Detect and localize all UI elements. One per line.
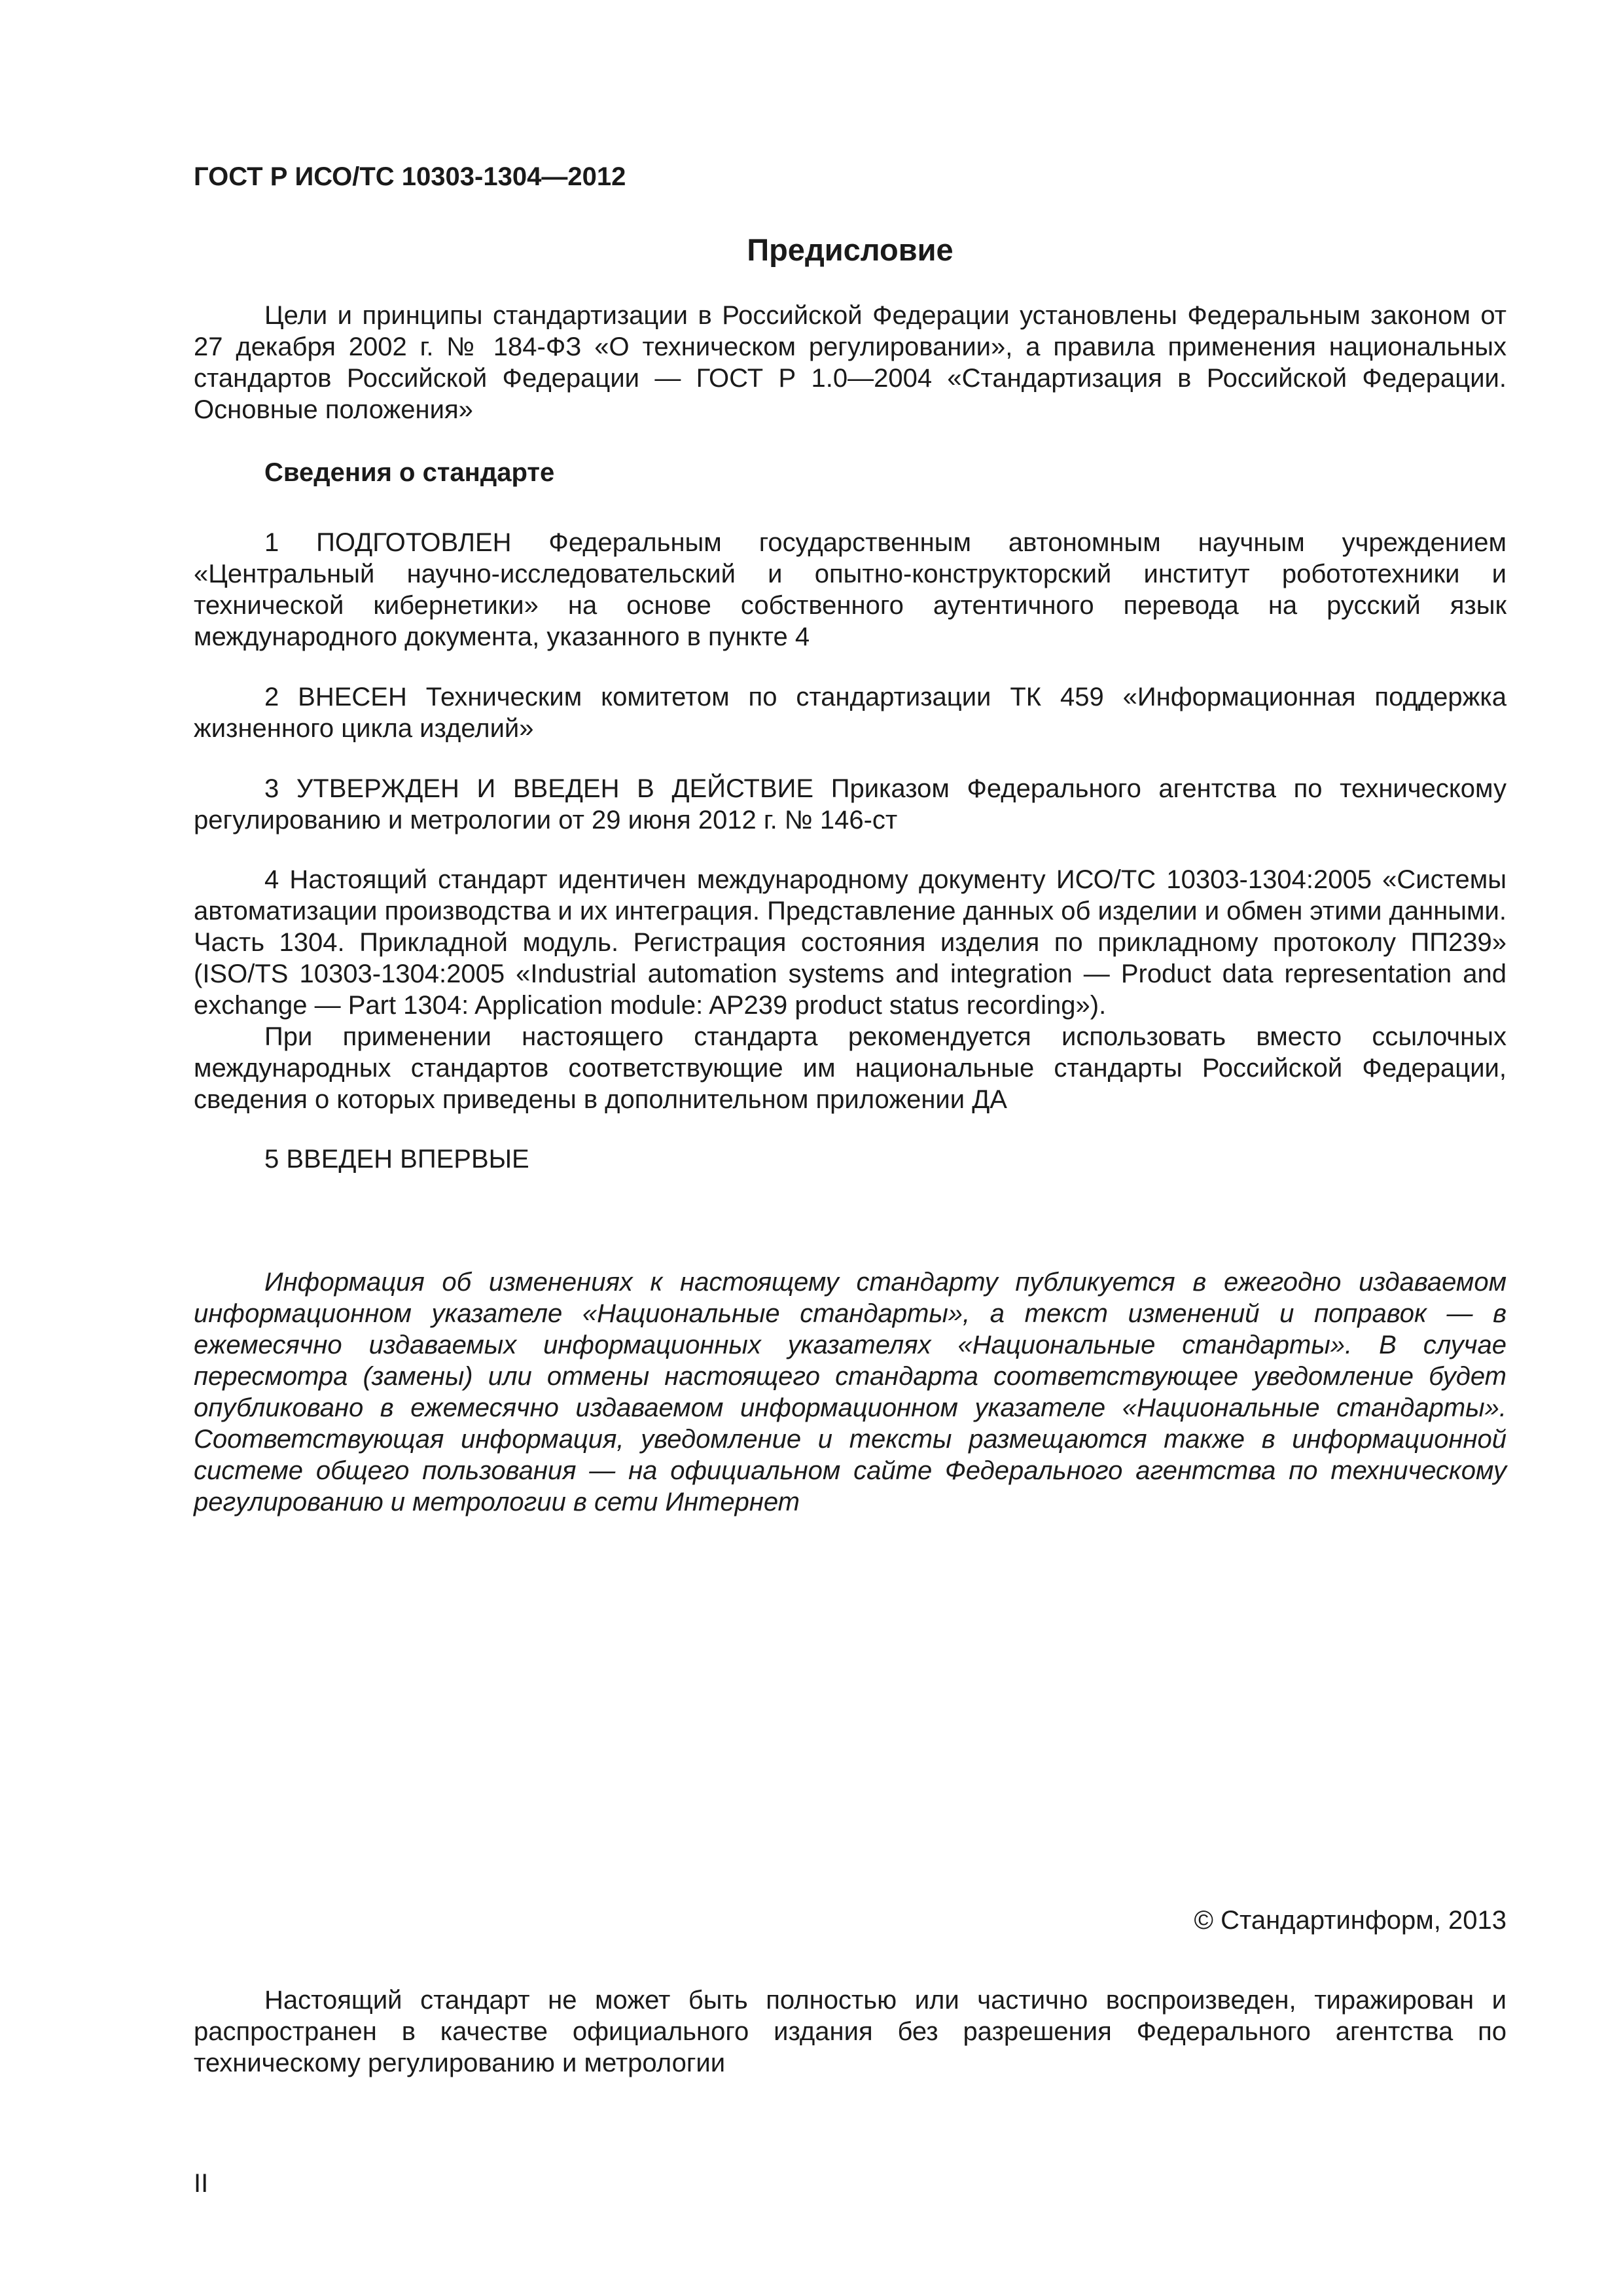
page-number: II bbox=[194, 2169, 209, 2198]
item-2: 2 ВНЕСЕН Техническим комитетом по стандартизации ТК 459 «Информационная поддержка жизненного цикла изделий» bbox=[194, 683, 1507, 743]
item-5: 5 ВВЕДЕН ВПЕРВЫЕ bbox=[264, 1145, 529, 1174]
info-heading: Сведения о стандарте bbox=[264, 458, 555, 487]
document-code: ГОСТ Р ИСО/ТС 10303-1304—2012 bbox=[194, 162, 626, 191]
item-1: 1 ПОДГОТОВЛЕН Федеральным государственным автономным научным учреждением «Центральный научно-исследовательский и опытно-конструкторский институт робототехники и технической кибернетики» на основе собственного аутентичного перевода на русский язык международного документа, указанного в пункте 4 bbox=[194, 528, 1507, 651]
item-4-note: При применении настоящего стандарта рекомендуется использовать вместо ссылочных международных стандартов соответствующие им национальные стандарты Российской Федерации, сведения о которых приведены в дополнительном приложении ДА bbox=[194, 1022, 1507, 1114]
intro-paragraph: Цели и принципы стандартизации в Российской Федерации установлены Федеральным законом от 27 декабря 2002 г. № 184-ФЗ «О техническом регулировании», а правила применения национальных стандартов Российской Федерации — ГОСТ Р 1.0—2004 «Стандартизация в Российской Федерации. Основные положения» bbox=[194, 301, 1507, 424]
copyright: © Стандартинформ, 2013 bbox=[1194, 1906, 1507, 1935]
reproduction-notice: Настоящий стандарт не может быть полностью или частично воспроизведен, тиражирован и распространен в качестве официального издания без разрешения Федерального агентства по техническому регулированию и метрологии bbox=[194, 1986, 1507, 2077]
page-title: Предисловие bbox=[747, 232, 954, 267]
item-4: 4 Настоящий стандарт идентичен международному документу ИСО/ТС 10303-1304:2005 «Системы автоматизации производства и их интеграция. Представление данных об изделии и обмен этими данными. Часть 1304. Прикладной модуль. Регистрация состояния изделия по прикладному протоколу ПП239» (ISO/TS 10303-1304:2005 «Industrial automation systems and integration — Product data representation and exchange — Part 1304: Application module: AP239 product status recording»). bbox=[194, 865, 1507, 1020]
item-3: 3 УТВЕРЖДЕН И ВВЕДЕН В ДЕЙСТВИЕ Приказом Федерального агентства по техническому регулированию и метрологии от 29 июня 2012 г. № 146-ст bbox=[194, 774, 1507, 834]
changes-notice: Информация об изменениях к настоящему стандарту публикуется в ежегодно издаваемом информационном указателе «Национальные стандарты», а текст изменений и поправок — в ежемесячно издаваемых информационных указателях «Национальные стандарты». В случае пересмотра (замены) или отмены настоящего стандарта соответствующее уведомление будет опубликовано в ежемесячно издаваемом информационном указателе «Национальные стандарты». Соответствующая информация, уведомление и тексты размещаются также в информационной системе общего пользования — на официальном сайте Федерального агентства по техническому регулированию и метрологии в сети Интернет bbox=[194, 1268, 1507, 1516]
